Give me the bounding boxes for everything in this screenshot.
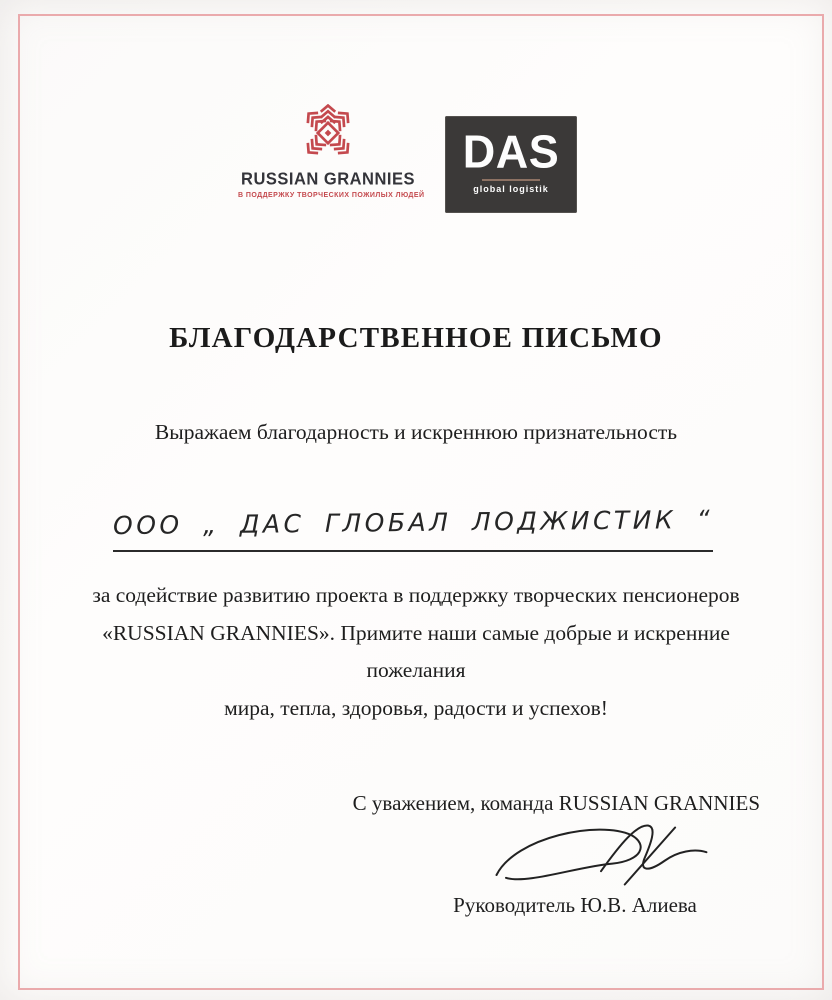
das-wordmark: DAS <box>462 125 560 178</box>
das-logo <box>445 116 577 213</box>
russian-grannies-tagline: В ПОДДЕРЖКУ ТВОРЧЕСКИХ ПОЖИЛЫХ ЛЮДЕЙ <box>238 192 425 199</box>
letter-title: БЛАГОДАРСТВЕННОЕ ПИСЬМО <box>169 322 663 354</box>
recipient-underline <box>113 498 713 552</box>
recipient-handwritten: ООО „ ДАС ГЛОБАЛ ЛОДЖИСТИК “ <box>112 504 714 541</box>
russian-grannies-logo <box>238 104 425 199</box>
signature-icon <box>487 814 715 898</box>
slavic-ornament-icon <box>299 104 357 162</box>
das-logo-divider <box>482 179 540 181</box>
body-line: «RUSSIAN GRANNIES». Примите наши самые добрые и искренние пожелания <box>102 620 730 682</box>
letter-body <box>56 577 776 727</box>
closing-line: С уважением, команда RUSSIAN GRANNIES <box>352 791 760 815</box>
das-subtitle: global logistik <box>473 184 549 194</box>
body-line: мира, тепла, здоровья, радости и успехов! <box>224 695 608 720</box>
body-line: за содействие развитию проекта в поддержку творческих пенсионеров <box>92 583 740 607</box>
signatory-line: Руководитель Ю.В. Алиева <box>453 893 697 917</box>
intro-line: Выражаем благодарность и искреннюю признательность <box>154 420 678 444</box>
russian-grannies-wordmark: RUSSIAN GRANNIES <box>241 169 415 189</box>
